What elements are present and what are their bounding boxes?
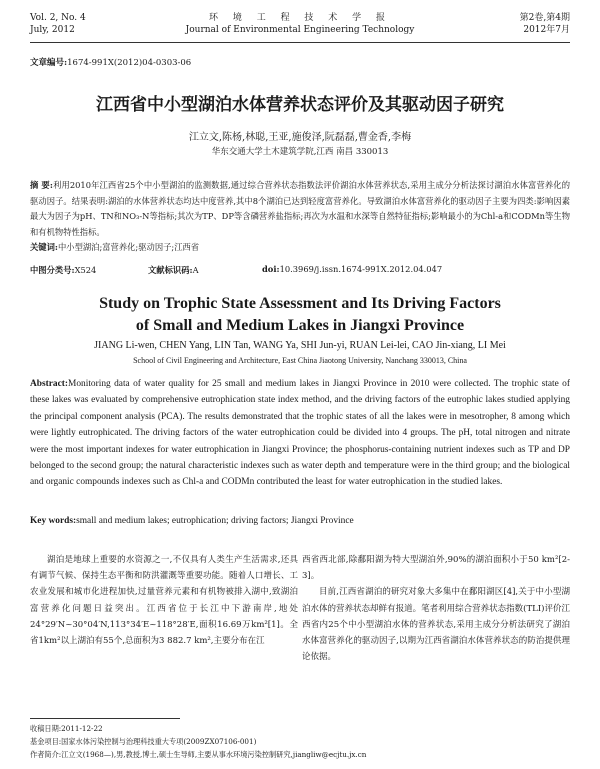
article-number-label: 文章编号:	[30, 58, 68, 68]
intro-paragraph-1: 湖泊是地球上重要的水资源之一,不仅具有人类生产生活需求,还具有调节气候、保持生态平衡和防洪灌溉等重要功能。随着人口增长、工农业发展和城市化进程加快,过量营养元素和有机物被排入湖中,致湖泊富营养化问题日益突出。江西省位于长江中下游南岸,地处24°29′N~30°04′N,113°34′E~118°28′E,面积16.69万km²[1]。全省1km²以上湖泊有55个,总面积为3 882.7 km²,主要分布在江	[30, 555, 298, 647]
abstract-en-text: Monitoring data of water quality for 25 small and medium lakes in Jiangxi Province in 2010 were collected. The trophic state of these lakes was evaluated by comprehensive eutrophication state index method, and the driving factors of the eutrophic lakes studied applying the principal component analysis (PCA). The results demonstrated that the trophic states of all the lakes were in mesotropher, 8 among which were lightly eutrophicated. The driving factors of the water eutrophication could be divided into 4 groups. The pH, total nitrogen and nitrate were the most important indexes for water eutrophication in Jiangxi Province; the phosphorus-containing nutrient indexes such as TP and DP belonged to the second group; the natural characteristic indexes such as water depth and temperature were in the third group; and the biological and organic compounds indexes such as Chl-a and CODMn contributed the least for water eutrophication in the studied lakes.	[30, 379, 570, 488]
footnote-author: 作者简介:江立文(1968—),男,教授,博士,硕士生导师,主要从事水环境污染控制研究,jiangliw@ecjtu.jx.cn	[30, 750, 367, 759]
clc-label: 中图分类号:	[30, 265, 75, 275]
header-date-cn: 2012年7月	[523, 25, 570, 35]
affiliation-en: School of Civil Engineering and Architecture, East China Jiaotong University, Nanchang 330013, China	[133, 356, 467, 365]
footnote-fund: 基金项目:国家水体污染控制与治理科技重大专项(2009ZX07106-001)	[30, 737, 257, 746]
doi-label: doi:	[262, 264, 280, 274]
clc-value: X524	[74, 265, 97, 275]
intro-paragraph-1-cont: 西省西北部,除鄱阳湖为特大型湖泊外,90%的湖泊面积小于50 km²[2-3]。	[302, 555, 570, 582]
title-en	[0, 293, 600, 337]
authors-cn: 江立文,陈杨,林聪,王亚,施俊泽,阮磊磊,曹金香,李梅	[188, 132, 412, 143]
doi-value: 10.3969/j.issn.1674-991X.2012.04.047	[279, 264, 443, 274]
journal-title-cn: 环 境 工 程 技 术 学 报	[208, 13, 392, 23]
article-number-value: 1674-991X(2012)04-0303-06	[67, 58, 192, 68]
header-date-en: July, 2012	[30, 25, 75, 35]
doc-code-value: A	[192, 265, 199, 275]
abstract-cn-text: 利用2010年江西省25个中小型湖泊的监测数据,通过综合营养状态指数法评价湖泊水体营养状态,采用主成分分析法探讨湖泊水体富营养化的驱动因子。结果表明:湖泊的水体营养状态均达中度营养,其中8个湖泊已达到轻度富营养化。导致湖泊水体富营养化的驱动因子主要为四类:影响因素最大为因子为pH、TN和NO₃-N等指标;其次为TP、DP等含磷营养盐指标;再次为水温和水深等自然特征指标;影响最小的为Chl-a和CODMn等生物和有机物特性指标。	[30, 180, 571, 237]
header-volume: Vol. 2, No. 4	[30, 13, 86, 23]
header-rule	[30, 42, 570, 43]
title-en-line2: of Small and Medium Lakes in Jiangxi Province	[135, 317, 465, 334]
abstract-cn	[30, 178, 570, 256]
doc-code	[148, 264, 199, 276]
keywords-cn: 中小型湖泊;富营养化;驱动因子;江西省	[57, 242, 200, 252]
header-center	[30, 12, 570, 36]
authors-en: JIANG Li-wen, CHEN Yang, LIN Tan, WANG Ya, SHI Jun-yi, RUAN Lei-lei, CAO Jin-xiang, LI Mei	[94, 340, 506, 351]
abstract-en-label: Abstract:	[30, 379, 69, 389]
clc-code	[30, 264, 96, 276]
keywords-en-line	[30, 516, 570, 526]
title-cn: 江西省中小型湖泊水体营养状态评价及其驱动因子研究	[96, 95, 504, 115]
article-number	[30, 56, 191, 68]
abstract-cn-label: 摘 要:	[30, 180, 53, 190]
title-en-line1: Study on Trophic State Assessment and Its Driving Factors	[99, 295, 501, 312]
abstract-en	[30, 376, 570, 491]
doc-code-label: 文献标识码:	[148, 265, 193, 275]
intro-paragraph-2: 目前,江西省湖泊的研究对象大多集中在鄱阳湖区[4],关于中小型湖泊水体的营养状态却鲜有报道。笔者利用综合营养状态指数(TLI)评价江西省内25个中小型湖泊水体的营养状态,采用主成分分析法研究了湖泊水体富营养化的驱动因子,以期为江西省湖泊水体营养状态的防治提供理论依据。	[302, 587, 570, 663]
footnote-received: 收稿日期:2011-12-22	[30, 724, 103, 733]
keywords-cn-label: 关键词:	[30, 242, 58, 252]
keywords-en-label: Key words:	[30, 516, 77, 526]
doi	[262, 264, 442, 274]
header-right	[520, 12, 570, 36]
body-column-left	[30, 552, 298, 649]
journal-title-en: Journal of Environmental Engineering Technology	[185, 25, 415, 35]
running-header	[30, 12, 570, 48]
header-volume-cn: 第2卷,第4期	[519, 13, 570, 23]
footnotes	[30, 722, 570, 761]
keywords-en: small and medium lakes; eutrophication; driving factors; Jiangxi Province	[76, 516, 354, 526]
footnote-rule	[30, 718, 180, 719]
affiliation-cn: 华东交通大学土木建筑学院,江西 南昌 330013	[211, 147, 389, 157]
body-column-right	[302, 552, 570, 665]
